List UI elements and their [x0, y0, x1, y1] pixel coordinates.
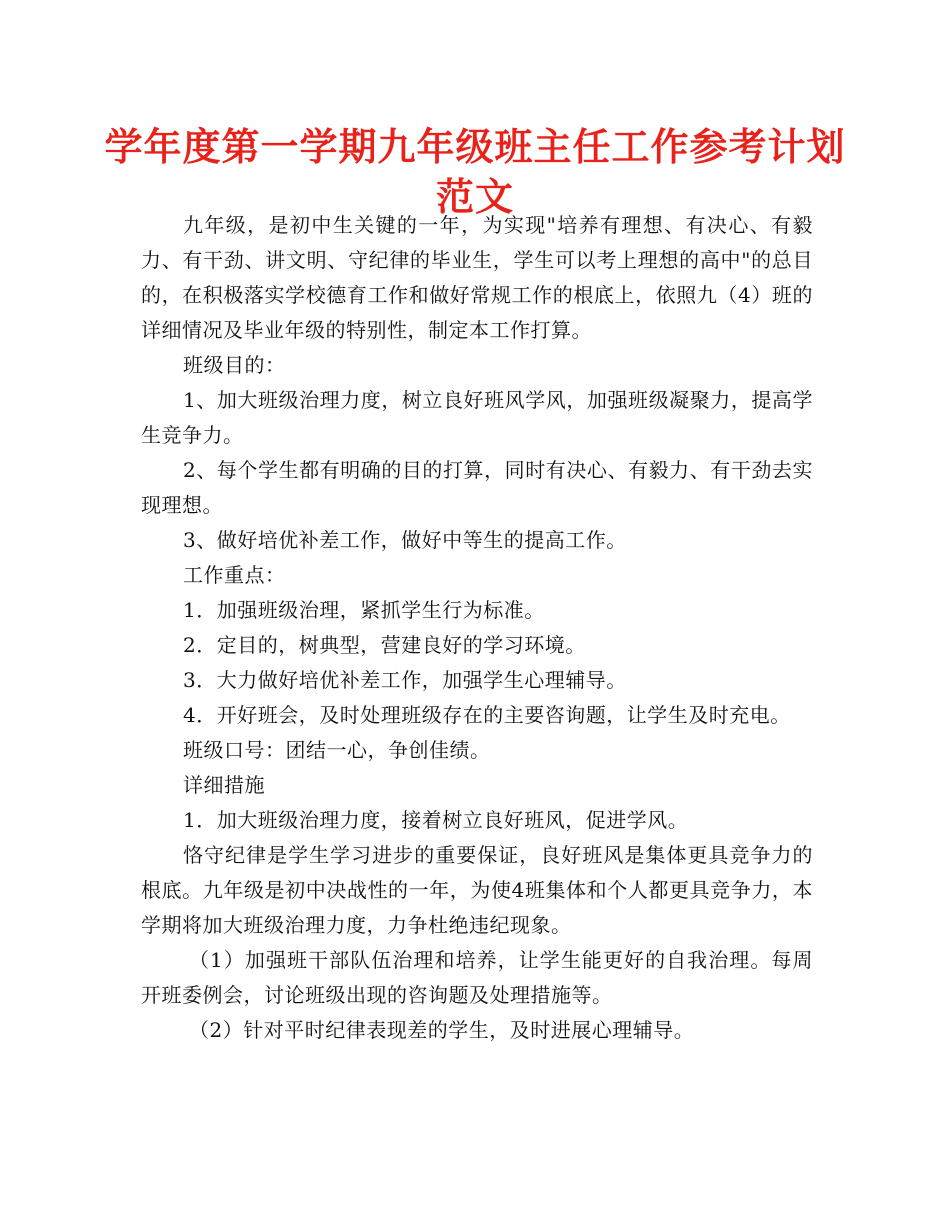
measure-paragraph: 恪守纪律是学生学习进步的重要保证，良好班风是集体更具竞争力的根底。九年级是初中决战性的一年，为使4班集体和个人都更具竞争力，本学期将加大班级治理力度，力争杜绝违纪现象。 [141, 843, 813, 937]
page-title: 学年度第一学期九年级班主任工作参考计划范文 [104, 125, 846, 219]
goal-item-2: 2、每个学生都有明确的目的打算，同时有决心、有毅力、有干劲去实现理想。 [141, 458, 813, 517]
goal-item-3: 3、做好培优补差工作，做好中等生的提高工作。 [183, 528, 627, 552]
document-body [141, 208, 813, 1048]
measure-item-1: 1．加大班级治理力度，接着树立良好班风，促进学风。 [183, 808, 689, 832]
goal-item-1: 1、加大班级治理力度，树立良好班风学风，加强班级凝聚力，提高学生竞争力。 [141, 388, 813, 447]
focus-item-2: 2．定目的，树典型，营建良好的学习环境。 [183, 633, 586, 657]
section-heading-work-focus: 工作重点： [183, 563, 286, 587]
class-slogan: 班级口号：团结一心，争创佳绩。 [183, 738, 491, 762]
measure-subitem-2: （2）针对平时纪律表现差的学生，及时进展心理辅导。 [189, 1018, 695, 1042]
section-heading-class-goals: 班级目的： [183, 353, 286, 377]
measure-subitem-1: （1）加强班干部队伍治理和培养，让学生能更好的自我治理。每周开班委例会，讨论班级出现的咨询题及处理措施等。 [141, 948, 813, 1007]
focus-item-1: 1．加强班级治理，紧抓学生行为标准。 [183, 598, 545, 622]
focus-item-4: 4．开好班会，及时处理班级存在的主要咨询题，让学生及时充电。 [183, 703, 791, 727]
section-heading-measures: 详细措施 [183, 773, 265, 797]
focus-item-3: 3．大力做好培优补差工作，加强学生心理辅导。 [183, 668, 627, 692]
intro-paragraph: 九年级，是初中生关键的一年，为实现"培养有理想、有决心、有毅力、有干劲、讲文明、守纪律的毕业生，学生可以考上理想的高中"的总目的，在积极落实学校德育工作和做好常规工作的根底上，依照九（4）班的详细情况及毕业年级的特别性，制定本工作打算。 [141, 213, 813, 342]
